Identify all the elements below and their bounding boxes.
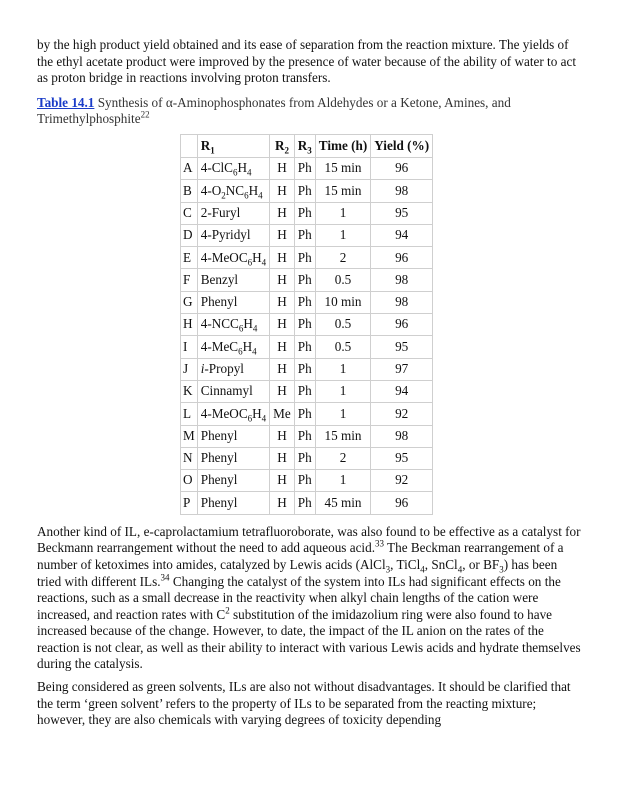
cell-time: 0.5 — [315, 314, 370, 336]
table-row — [181, 202, 433, 224]
cell-r3: Ph — [294, 336, 315, 358]
row-label: B — [181, 180, 198, 202]
cell-time: 15 min — [315, 180, 370, 202]
cell-r2: H — [270, 202, 295, 224]
cell-yield: 98 — [371, 180, 433, 202]
table-caption — [37, 95, 582, 128]
caption-text-after: -Aminophosphonates from Aldehydes or a Ketone, Amines, and Trimethylphosphite — [37, 94, 511, 127]
cell-r1: Cinnamyl — [197, 380, 269, 402]
cell-time: 1 — [315, 224, 370, 246]
cell-r2: Me — [270, 403, 295, 425]
table-row — [181, 336, 433, 358]
table-header-row — [181, 134, 433, 157]
cell-r2: H — [270, 314, 295, 336]
cell-r1: Benzyl — [197, 269, 269, 291]
table-row — [181, 425, 433, 447]
cell-r2: H — [270, 180, 295, 202]
cell-yield: 95 — [371, 336, 433, 358]
row-label: O — [181, 470, 198, 492]
green-solvents-paragraph: Being considered as green solvents, ILs are also not without disadvantages. It should be clarified that the term ‘green solvent’ refers to the property of ILs to be separated from the reacting mixture; however, they are also chemicals with varying degrees of toxicity depending — [37, 679, 571, 728]
cell-r2: H — [270, 247, 295, 269]
cell-r3: Ph — [294, 447, 315, 469]
header-time: Time (h) — [315, 134, 370, 157]
cell-r1: Phenyl — [197, 291, 269, 313]
cell-r2: H — [270, 447, 295, 469]
cell-time: 1 — [315, 202, 370, 224]
table-row — [181, 358, 433, 380]
table-row — [181, 470, 433, 492]
cell-r1: $4-MeC_6H_4$ — [197, 336, 269, 358]
cell-r1: $4-ClC_6H_4$ — [197, 157, 269, 179]
cell-r1: $4-O_2NC_6H_4$ — [197, 180, 269, 202]
cell-r3: Ph — [294, 224, 315, 246]
row-label: D — [181, 224, 198, 246]
caption-text-before: Synthesis of — [94, 94, 166, 110]
cell-r2: H — [270, 336, 295, 358]
cell-yield: 96 — [371, 492, 433, 514]
cell-r2: H — [270, 224, 295, 246]
table-row — [181, 157, 433, 179]
cell-time: 45 min — [315, 492, 370, 514]
cell-time: 1 — [315, 470, 370, 492]
header-empty — [181, 134, 198, 157]
cell-r1: $4-MeOC_6H_4$ — [197, 403, 269, 425]
cell-time: 1 — [315, 403, 370, 425]
cell-r2: H — [270, 358, 295, 380]
row-label: A — [181, 157, 198, 179]
table-row — [181, 247, 433, 269]
row-label: G — [181, 291, 198, 313]
table-row — [181, 269, 433, 291]
header-r3: $R_3$ — [294, 134, 315, 157]
header-r1: $R_1$ — [197, 134, 269, 157]
cell-yield: 98 — [371, 425, 433, 447]
row-label: J — [181, 358, 198, 380]
cell-yield: 94 — [371, 380, 433, 402]
table-row — [181, 380, 433, 402]
cell-r2: H — [270, 470, 295, 492]
table-row — [181, 180, 433, 202]
cell-r2: H — [270, 291, 295, 313]
cell-r1: Phenyl — [197, 447, 269, 469]
row-label: P — [181, 492, 198, 514]
row-label: M — [181, 425, 198, 447]
header-yield: Yield (%) — [371, 134, 433, 157]
cell-r3: Ph — [294, 180, 315, 202]
cell-yield: 96 — [371, 314, 433, 336]
cell-r3: Ph — [294, 157, 315, 179]
row-label: F — [181, 269, 198, 291]
cell-r3: Ph — [294, 314, 315, 336]
cell-r3: Ph — [294, 358, 315, 380]
cell-yield: 98 — [371, 291, 433, 313]
cell-r2: H — [270, 425, 295, 447]
row-label: N — [181, 447, 198, 469]
cell-time: 1 — [315, 358, 370, 380]
cell-time: 2 — [315, 247, 370, 269]
cell-r3: Ph — [294, 380, 315, 402]
cell-time: 1 — [315, 380, 370, 402]
cell-yield: 96 — [371, 157, 433, 179]
cell-r1: Phenyl — [197, 470, 269, 492]
cell-r1: $4-MeOC_6H_4$ — [197, 247, 269, 269]
cell-yield: 95 — [371, 202, 433, 224]
cell-time: 15 min — [315, 157, 370, 179]
intro-paragraph: by the high product yield obtained and its ease of separation from the reaction mixture. The yields of the ethyl acetate product were improved by the presence of water because of the ability of water to act as proton bridge in reactions involving proton transfers. — [37, 37, 576, 86]
cell-yield: 97 — [371, 358, 433, 380]
cell-time: 0.5 — [315, 269, 370, 291]
row-label: L — [181, 403, 198, 425]
table-row — [181, 224, 433, 246]
table-row — [181, 492, 433, 514]
cell-r2: H — [270, 492, 295, 514]
cell-r3: Ph — [294, 269, 315, 291]
cell-time: 2 — [315, 447, 370, 469]
row-label: C — [181, 202, 198, 224]
cell-r3: Ph — [294, 247, 315, 269]
aminophosphonates-table — [180, 134, 433, 515]
cell-yield: 92 — [371, 470, 433, 492]
cell-yield: 92 — [371, 403, 433, 425]
table-row — [181, 314, 433, 336]
cell-r2: H — [270, 380, 295, 402]
beckmann-paragraph: Another kind of IL, e-caprolactamium tetrafluoroborate, was also found to be effective as a catalyst for Beckmann rearrangement without the need to add aqueous acid.$^{33}$ The Beckman rearrangement of a number of ketoximes into amides, catalyzed by Lewis acids (AlCl$_3$, TiCl$_4$, SnCl$_4$, or $BF_3$) has been tried with different ILs.$^{34}$ Changing the catalyst of the system into ILs had significant effects on the reactions, such as a small decrease in the reactivity when alkyl chain lengths of the cation were increased, and reaction rates with $C^2$ substitution of the imidazolium ring were also found to have increased because of the change. However, to date, the impact of the IL anion on the rates of the reaction is not clear, as well as their ability to interact with various Lewis acids and hydrate themselves during the catalysis. — [37, 523, 581, 672]
cell-r1: Phenyl — [197, 425, 269, 447]
cell-r1: i-Propyl — [197, 358, 269, 380]
cell-r2: H — [270, 269, 295, 291]
cell-yield: 98 — [371, 269, 433, 291]
document-page — [37, 37, 582, 729]
cell-yield: 96 — [371, 247, 433, 269]
table-label-link[interactable]: Table 14.1 — [37, 94, 95, 110]
cell-r3: Ph — [294, 425, 315, 447]
cell-r1: Phenyl — [197, 492, 269, 514]
table-row — [181, 403, 433, 425]
cell-r1: 2-Furyl — [197, 202, 269, 224]
cell-time: 15 min — [315, 425, 370, 447]
cell-r3: Ph — [294, 202, 315, 224]
cell-yield: 95 — [371, 447, 433, 469]
cell-r3: Ph — [294, 291, 315, 313]
cell-r3: Ph — [294, 403, 315, 425]
table-row — [181, 291, 433, 313]
row-label: E — [181, 247, 198, 269]
cell-r1: 4-Pyridyl — [197, 224, 269, 246]
cell-r3: Ph — [294, 492, 315, 514]
row-label: I — [181, 336, 198, 358]
cell-time: 10 min — [315, 291, 370, 313]
table-row — [181, 447, 433, 469]
caption-alpha: α — [165, 94, 173, 110]
cell-yield: 94 — [371, 224, 433, 246]
row-label: K — [181, 380, 198, 402]
header-r2: $R_2$ — [270, 134, 295, 157]
cell-r3: Ph — [294, 470, 315, 492]
row-label: H — [181, 314, 198, 336]
cell-time: 0.5 — [315, 336, 370, 358]
caption-reference[interactable]: 22 — [140, 109, 150, 120]
cell-r1: $4-NCC_6H_4$ — [197, 314, 269, 336]
cell-r2: H — [270, 157, 295, 179]
table-body — [181, 157, 433, 514]
